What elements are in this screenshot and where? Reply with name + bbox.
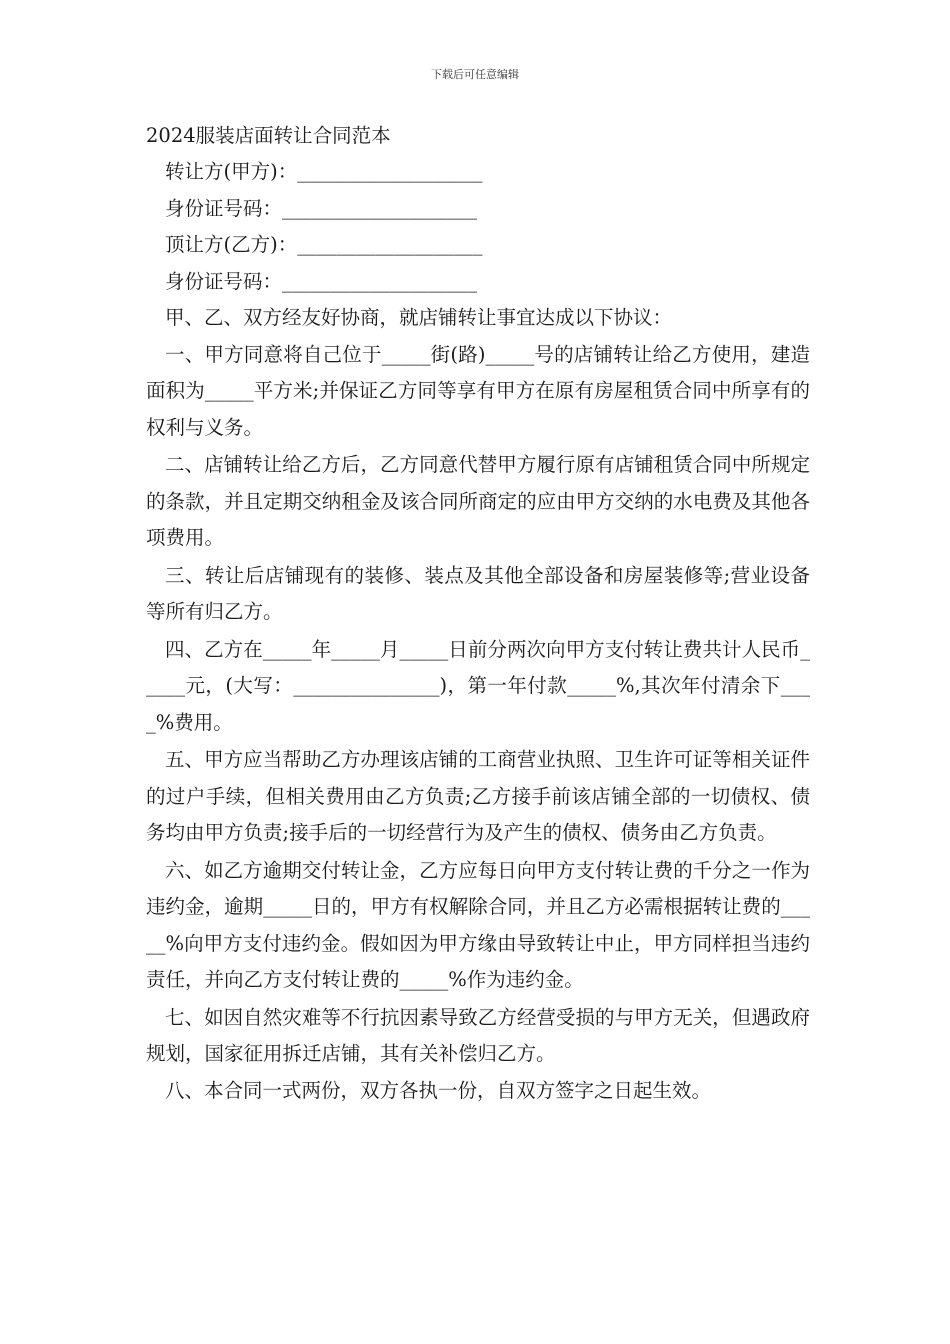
clause-8: 八、本合同一式两份，双方各执一份，自双方签字之日起生效。 [165,1078,712,1102]
clause-7: 七、如因自然灾难等不行抗因素导致乙方经营受损的与甲方无关，但遇政府规划，国家征用拆迁店铺，其有关补偿归乙方。 [146,1005,810,1065]
transferor-field: 转让方(甲方)：___________________ [165,160,483,183]
clause-1: 一、甲方同意将自己位于_____街(路)_____号的店铺转让给乙方使用，建造面积为_____平方米;并保证乙方同等享有甲方在原有房屋租赁合同中所享有的权利与义务。 [146,342,810,439]
intro-paragraph: 甲、乙、双方经友好协商，就店铺转让事宜达成以下协议： [165,306,673,329]
clause-2: 二、店铺转让给乙方后，乙方同意代替甲方履行原有店铺租赁合同中所规定的条款，并且定期交纳租金及该合同所商定的应由甲方交纳的水电费及其他各项费用。 [146,453,810,549]
document-body [146,118,810,1109]
document-title: 2024服装店面转让合同范本 [146,124,391,147]
clause-5: 五、甲方应当帮助乙方办理该店铺的工商营业执照、卫生许可证等相关证件的过户手续，但相关费用由乙方负责;乙方接手前该店铺全部的一切债权、债务均由甲方负责;接手后的一切经营行为及产生的债权、债务由乙方负责。 [146,748,810,844]
clause-4: 四、乙方在_____年_____月_____日前分两次向甲方支付转让费共计人民币_____元，(大写：_______________)，第一年付款_____%,其次年付清余下____%费用。 [146,637,810,734]
transferee-id-field: 身份证号码：____________________ [165,269,478,293]
transferee-field: 顶让方(乙方)：___________________ [165,233,483,256]
transferor-id-field: 身份证号码：____________________ [165,196,478,220]
header-note: 下载后可任意编辑 [431,68,519,81]
clause-3: 三、转让后店铺现有的装修、装点及其他全部设备和房屋装修等;营业设备等所有归乙方。 [146,563,810,623]
clause-6: 六、如乙方逾期交付转让金，乙方应每日向甲方支付转让费的千分之一作为违约金，逾期_____日的，甲方有权解除合同，并且乙方必需根据转让费的_____%向甲方支付违约金。假如因为甲方缘由导致转让中止，甲方同样担当违约责任，并向乙方支付转让费的_____%作为违约金。 [146,858,810,991]
